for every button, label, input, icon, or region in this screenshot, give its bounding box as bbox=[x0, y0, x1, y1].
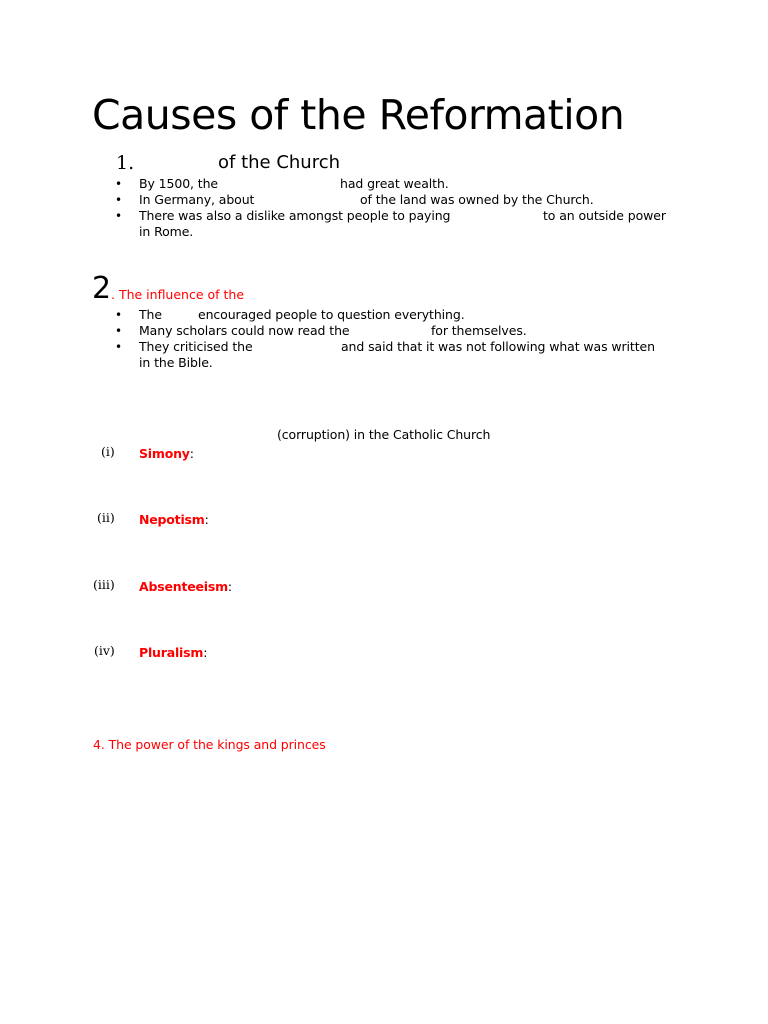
section-1-bullet-1-part-2: had great wealth. bbox=[340, 176, 449, 191]
section-1-number: 1. bbox=[116, 152, 135, 174]
bullet-icon: • bbox=[115, 177, 123, 191]
section-4-heading: 4. The power of the kings and princes bbox=[93, 737, 326, 752]
item-numeral: (iii) bbox=[93, 577, 115, 592]
bullet-icon: • bbox=[115, 324, 123, 338]
section-1-bullet-2-part-2: of the land was owned by the Church. bbox=[360, 192, 594, 207]
bullet-icon: • bbox=[115, 340, 123, 354]
item-numeral: (ii) bbox=[97, 510, 115, 525]
section-2-bullet-2-part-1: Many scholars could now read the bbox=[139, 323, 350, 338]
section-2-bullet-3-continuation: in the Bible. bbox=[139, 355, 213, 370]
bullet-icon: • bbox=[115, 193, 123, 207]
section-2-number: 2 bbox=[92, 271, 112, 306]
term-nepotism bbox=[139, 509, 209, 528]
term-colon: : bbox=[204, 512, 209, 527]
section-2-bullet-3-part-1: They criticised the bbox=[139, 339, 253, 354]
item-numeral: (i) bbox=[101, 444, 115, 459]
term-label: Nepotism bbox=[139, 512, 205, 527]
section-1-heading: of the Church bbox=[218, 152, 341, 173]
term-colon: : bbox=[189, 446, 194, 461]
term-colon: : bbox=[227, 579, 233, 594]
section-2-bullet-3-part-2: and said that it was not following what was written bbox=[341, 339, 655, 354]
section-1-bullet-3-part-2: to an outside power bbox=[543, 208, 666, 223]
bullet-icon: • bbox=[115, 308, 123, 322]
section-1-bullet-2-part-1: In Germany, about bbox=[139, 192, 255, 207]
term-simony bbox=[139, 443, 194, 462]
term-label: Absenteeism bbox=[139, 579, 228, 594]
section-1-bullet-1-part-1: By 1500, the bbox=[139, 176, 219, 191]
term-absenteeism bbox=[139, 576, 232, 595]
section-1-bullet-3-part-1: There was also a dislike amongst people to paying bbox=[139, 208, 451, 223]
section-3-heading: (corruption) in the Catholic Church bbox=[277, 427, 491, 442]
term-label: Simony bbox=[139, 446, 190, 461]
item-numeral: (iv) bbox=[94, 643, 115, 658]
page-title: Causes of the Reformation bbox=[92, 91, 625, 139]
section-2-bullet-1-part-2: encouraged people to question everything. bbox=[198, 307, 465, 322]
section-2-bullet-2-part-2: for themselves. bbox=[431, 323, 527, 338]
bullet-icon: • bbox=[115, 209, 123, 223]
term-pluralism bbox=[139, 642, 207, 661]
section-1-bullet-3-continuation: in Rome. bbox=[139, 224, 194, 239]
section-2-bullet-1-part-1: The bbox=[139, 307, 162, 322]
term-label: Pluralism bbox=[139, 645, 204, 660]
term-colon: : bbox=[203, 645, 208, 660]
section-2-heading: . The influence of the bbox=[111, 287, 245, 302]
